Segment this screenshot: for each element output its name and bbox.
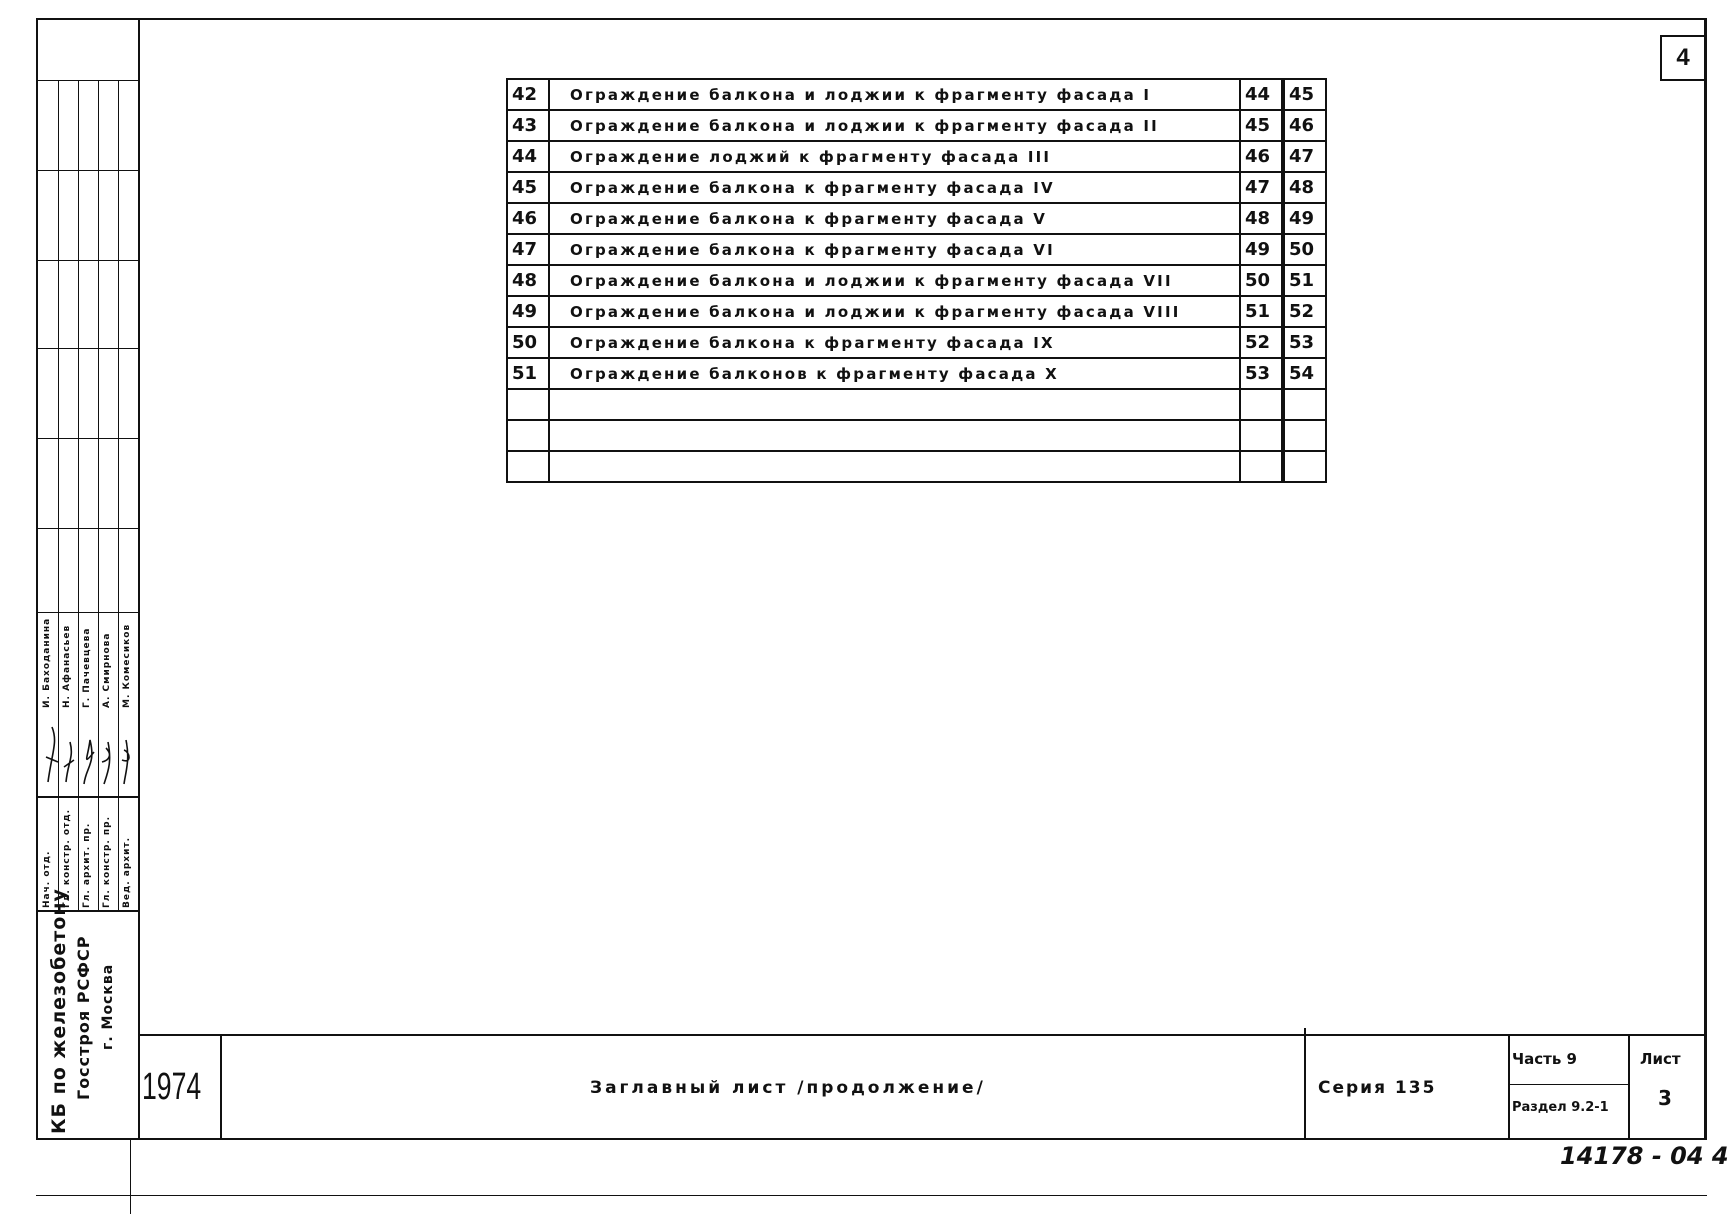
title-block-top [138, 1034, 1707, 1036]
row-number [507, 420, 549, 451]
row-title [549, 420, 1240, 451]
row-end-page: 50 [1284, 234, 1326, 265]
row-title: Ограждение лоджий к фрагменту фасада III [549, 141, 1240, 172]
row-title [549, 451, 1240, 482]
contents-row [507, 172, 1326, 203]
archive-number: 14178 - 04 4 [1560, 1142, 1729, 1170]
contents-row [507, 327, 1326, 358]
row-title: Ограждение балкона и лоджии к фрагменту фасада I [549, 79, 1240, 110]
stamp-name-1: И. Баходанина [42, 617, 52, 708]
org-line-1: КБ по железобетону [48, 888, 70, 1134]
section: Раздел 9.2-1 [1512, 1100, 1609, 1115]
contents-row [507, 141, 1326, 172]
contents-row [507, 451, 1326, 482]
org-line-2: Госстроя РСФСР [74, 935, 93, 1100]
stamp-name-3: Г. Пачевцева [82, 627, 92, 708]
stamp-role-4: Гл. констр. пр. [102, 815, 112, 908]
contents-row [507, 79, 1326, 110]
row-number [507, 451, 549, 482]
sheet-label: Лист [1640, 1050, 1681, 1068]
row-number: 51 [507, 358, 549, 389]
title-block-divider-h [1508, 1084, 1628, 1085]
part: Часть 9 [1512, 1050, 1577, 1068]
row-number: 44 [507, 141, 549, 172]
series: Серия 135 [1318, 1078, 1437, 1098]
row-number: 50 [507, 327, 549, 358]
row-end-page: 48 [1284, 172, 1326, 203]
signatures [38, 712, 138, 797]
row-start-page: 47 [1240, 172, 1282, 203]
row-title: Ограждение балкона и лоджии к фрагменту фасада II [549, 110, 1240, 141]
row-title: Ограждение балкона и лоджии к фрагменту фасада VIII [549, 296, 1240, 327]
row-end-page: 45 [1284, 79, 1326, 110]
sheet-corner-number: 4 [1660, 35, 1706, 81]
row-start-page [1240, 389, 1282, 420]
row-end-page [1284, 420, 1326, 451]
org-line-3: г. Москва [100, 963, 116, 1050]
contents-row [507, 296, 1326, 327]
title-block-divider-3 [1508, 1034, 1510, 1138]
sheet-title: Заглавный лист /продолжение/ [590, 1078, 986, 1098]
contents-row [507, 420, 1326, 451]
row-end-page: 49 [1284, 203, 1326, 234]
row-number: 47 [507, 234, 549, 265]
row-title: Ограждение балкона к фрагменту фасада IX [549, 327, 1240, 358]
row-start-page: 49 [1240, 234, 1282, 265]
row-start-page [1240, 420, 1282, 451]
contents-row [507, 203, 1326, 234]
row-start-page [1240, 451, 1282, 482]
year: 1974 [142, 1066, 202, 1108]
title-block-bottom [36, 1138, 1707, 1140]
stamp-name-2: Н. Афанасьев [62, 624, 72, 708]
row-end-page: 51 [1284, 265, 1326, 296]
stamp-role-1: Нач. отд. [42, 850, 52, 908]
row-title: Ограждение балкона к фрагменту фасада V [549, 203, 1240, 234]
stamp-name-4: А. Смирнова [102, 632, 112, 708]
row-number: 45 [507, 172, 549, 203]
row-start-page: 45 [1240, 110, 1282, 141]
contents-row [507, 389, 1326, 420]
row-start-page: 51 [1240, 296, 1282, 327]
row-start-page: 50 [1240, 265, 1282, 296]
row-start-page: 52 [1240, 327, 1282, 358]
title-block-divider-1 [220, 1034, 222, 1138]
row-end-page: 52 [1284, 296, 1326, 327]
row-end-page: 47 [1284, 141, 1326, 172]
row-end-page: 46 [1284, 110, 1326, 141]
row-number: 49 [507, 296, 549, 327]
row-start-page: 48 [1240, 203, 1282, 234]
row-title [549, 389, 1240, 420]
row-title: Ограждение балконов к фрагменту фасада X [549, 358, 1240, 389]
binding-mark [130, 1140, 131, 1214]
row-number [507, 389, 549, 420]
left-strip-border [138, 18, 140, 1138]
title-block-divider-2 [1304, 1028, 1306, 1138]
row-end-page: 53 [1284, 327, 1326, 358]
row-number: 48 [507, 265, 549, 296]
row-start-page: 46 [1240, 141, 1282, 172]
trim-line [36, 1195, 1707, 1196]
row-start-page: 53 [1240, 358, 1282, 389]
contents-table [506, 78, 1327, 483]
stamp-role-5: Вед. архит. [122, 836, 132, 908]
row-number: 42 [507, 79, 549, 110]
row-title: Ограждение балкона к фрагменту фасада IV [549, 172, 1240, 203]
sheet-value: 3 [1658, 1086, 1672, 1110]
row-end-page [1284, 451, 1326, 482]
row-title: Ограждение балкона к фрагменту фасада VI [549, 234, 1240, 265]
row-start-page: 44 [1240, 79, 1282, 110]
contents-row [507, 265, 1326, 296]
title-block-divider-4 [1628, 1034, 1630, 1138]
row-title: Ограждение балкона и лоджии к фрагменту фасада VII [549, 265, 1240, 296]
contents-row [507, 110, 1326, 141]
stamp-role-3: Гл. архит. пр. [82, 822, 92, 908]
stamp-role-2: Гл. констр. отд. [62, 808, 72, 908]
contents-row [507, 234, 1326, 265]
row-number: 43 [507, 110, 549, 141]
row-end-page: 54 [1284, 358, 1326, 389]
row-number: 46 [507, 203, 549, 234]
contents-row [507, 358, 1326, 389]
stamp-name-5: М. Комесиков [122, 623, 132, 708]
row-end-page [1284, 389, 1326, 420]
